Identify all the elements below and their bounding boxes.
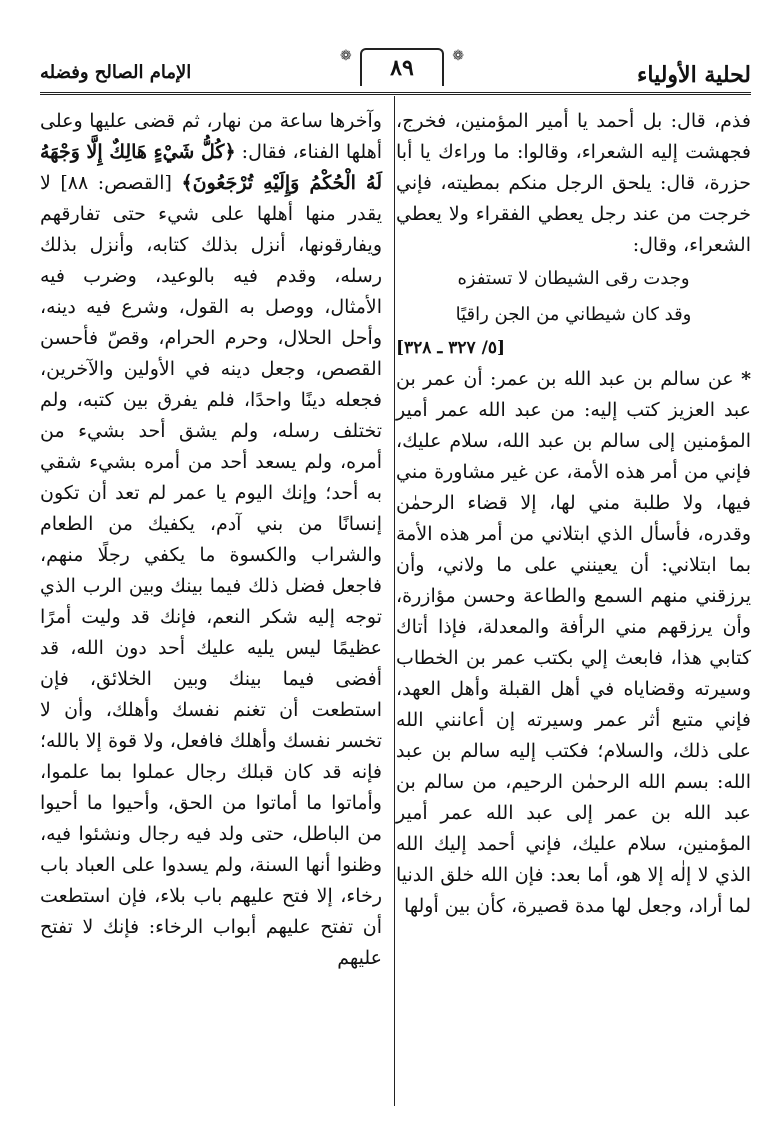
page-number: ٨٩ [390, 55, 414, 81]
column-divider [394, 96, 395, 1106]
ornament-icon: ❁ [452, 48, 464, 64]
paragraph-text: [القصص: ٨٨] لا يقدر منها أهلها على شيء حتى تفارقهم ويفارقونها، أنزل بذلك كتابه، وأنزل بذلك رسله، وقدم فيه بالوعيد، وضرب فيه الأمثال، ووصل به القول، وشرع فيه دينه، وأحل الحلال، وحرم الحرام، وقصّ فأحسن القصص، وجعل دينه في الأولين والآخرين، فجعله دينًا واحدًا، فلم يفرق بين كتبه، ولم تختلف رسله، ولم يشق أحد بشيء من أمره، ولم يسعد أحد من أمره بشيء شقي به أحد؛ وإنك اليوم يا عمر لم تعد أن تكون إنسانًا من بني آدم، يكفيك من الطعام والشراب والكسوة ما يكفي رجلًا منهم، فاجعل فضل ذلك فيما بينك وبين الرب الذي توجه إليه شكر النعم، فإنك قد وليت أمرًا عظيمًا ليس يليه عليك أحد دون الله، قد أفضى فيما بينك وبين الخلائق، فإن استطعت أن تغنم نفسك وأهلك، وأن لا تخسر نفسك وأهلك فافعل، ولا قوة إلا بالله؛ فإنه قد كان قبلك رجال عملوا بما علموا، وأماتوا ما أماتوا من الحق، وأحيوا ما أحيوا من الباطل، حتى ولد فيه رجال ونشئوا فيه، وظنوا أنها السنة، ولم يسدوا على العباد باب رخاء، إلا فتح عليهم باب بلاء، فإن استطعت أن تفتح عليهم أبواب الرخاء: فإنك لا تفتح عليهم [40, 172, 382, 969]
paragraph-text: وآخرها ساعة من نهار، ثم قضى عليها وعلى أهلها الفناء، فقال: [40, 110, 382, 163]
right-column [396, 106, 751, 922]
quran-verse: ﴿كُلُّ شَيْءٍ هَالِكٌ إِلَّا وَجْهَهُ لَهُ الْحُكْمُ وَإِلَيْهِ تُرْجَعُونَ﴾ [40, 141, 382, 194]
verse-line: وجدت رقى الشيطان لا تستفزه [457, 268, 690, 289]
page-header [40, 40, 751, 94]
paragraph-text: عن سالم بن عبد الله بن عمر: أن عمر بن عبد العزيز كتب إليه: من عبد الله عمر أمير المؤمنين إلى سالم بن عبد الله، سلام عليك، فإني من أمر هذه الأمة، عن غير مشاورة مني فيها، ولا طلبة مني لها، إلا قضاء الرحمٰن وقدره، فأسأل الذي ابتلاني من أمر هذه الأمة بما ابتلاني: أن يعينني على ما ولاني، وأن يرزقني منهم السمع والطاعة وحسن مؤازرة، وأن يرزقهم مني الرأفة والمعدلة، فإذا أتاك كتابي هذا، فابعث إلي بكتب عمر بن الخطاب وسيرته وقضاياه في أهل القبلة وأهل العهد، فإني متبع أثر عمر وسيرته إن أعانني الله على ذلك، والسلام؛ فكتب إليه سالم بن عبد الله: بسم الله الرحمٰن الرحيم، من سالم بن عبد الله بن عمر إلى عبد الله عمر أمير المؤمنين، سلام عليك، فإني أحمد إليك الله الذي لا إلٰه إلا هو، أما بعد: فإن الله خلق الدنيا لما أراد، وجعل لها مدة قصيرة، كأن بين أولها [396, 368, 751, 917]
running-head-section: الإمام الصالح وفضله [40, 62, 192, 83]
asterisk-icon: * [741, 368, 751, 390]
left-column [40, 106, 382, 974]
paragraph [40, 106, 382, 974]
running-head-book: لحلية الأولياء [637, 62, 751, 88]
page-number-frame [340, 48, 464, 86]
paragraph: فذم، قال: بل أحمد يا أمير المؤمنين، فخرج، فجهشت إليه الشعراء، وقالوا: ما وراءك يا أبا حزرة، قال: يلحق الرجل منكم بمطيته، فإني خرجت من عند رجل يعطي الفقراء ولا يعطي الشعراء، وقال: [396, 110, 751, 256]
header-rule [40, 92, 751, 95]
citation: [٥/ ٣٢٧ ـ ٣٢٨] [396, 338, 506, 358]
verse-line: وقد كان شيطاني من الجن راقيًا [455, 304, 692, 325]
paragraph [396, 364, 751, 922]
ornament-icon: ❁ [340, 48, 352, 64]
